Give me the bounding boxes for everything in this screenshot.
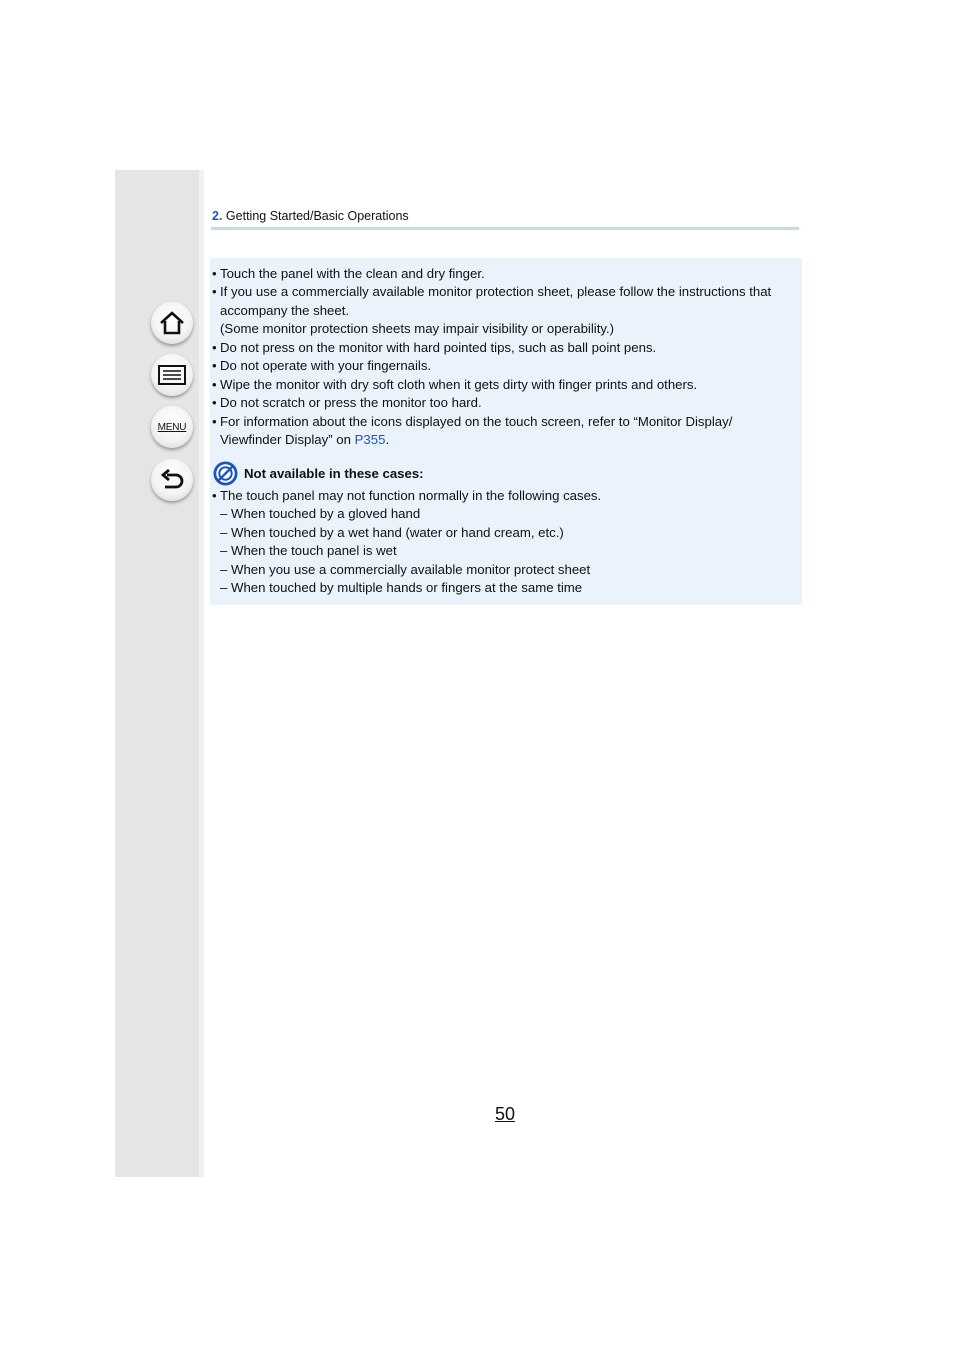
bullet: • (212, 395, 217, 410)
bullet: • (212, 414, 217, 429)
bullet: • (212, 488, 217, 503)
page-reference-link[interactable]: P355 (354, 432, 386, 447)
section-number: 2. (212, 209, 223, 223)
note-item-continued (220, 431, 389, 449)
note-item: Touch the panel with the clean and dry finger. (220, 266, 485, 281)
bullet: • (212, 284, 217, 299)
note-item: If you use a commercially available monitor protection sheet, please follow the instructions that (220, 284, 772, 299)
reference-period: . (385, 432, 390, 447)
home-icon (158, 310, 186, 336)
note-item: Do not operate with your fingernails. (220, 358, 432, 373)
sidebar-edge (199, 170, 204, 1177)
case-item: – When touched by a wet hand (water or hand cream, etc.) (220, 525, 564, 540)
note-item: For information about the icons displayed on the touch screen, refer to “Monitor Display/ (220, 414, 733, 429)
bullet: • (212, 358, 217, 373)
note-item-continued: (Some monitor protection sheets may impair visibility or operability.) (220, 321, 615, 336)
list-icon (157, 364, 187, 386)
case-item: – When you use a commercially available monitor protect sheet (220, 562, 591, 577)
section-header (212, 209, 409, 223)
back-button[interactable] (151, 459, 193, 501)
bullet: • (212, 266, 217, 281)
case-item: – When touched by multiple hands or fingers at the same time (220, 580, 583, 595)
note-item: Do not press on the monitor with hard pointed tips, such as ball point pens. (220, 340, 657, 355)
bullet: • (212, 340, 217, 355)
page-number: 50 (495, 1104, 516, 1124)
not-available-intro: The touch panel may not function normally in the following cases. (220, 488, 602, 503)
reference-text: Viewfinder Display” on (220, 432, 355, 447)
section-title: Getting Started/Basic Operations (225, 209, 409, 223)
note-item-continued: accompany the sheet. (220, 303, 350, 318)
menu-button[interactable] (151, 406, 193, 448)
note-item: Do not scratch or press the monitor too hard. (220, 395, 482, 410)
bullet: • (212, 377, 217, 392)
case-item: – When the touch panel is wet (220, 543, 397, 558)
home-button[interactable] (151, 302, 193, 344)
back-arrow-icon (158, 467, 186, 493)
not-available-title: Not available in these cases: (244, 466, 424, 481)
note-item: Wipe the monitor with dry soft cloth when it gets dirty with finger prints and others. (220, 377, 698, 392)
menu-label: MENU (157, 421, 187, 433)
case-item: – When touched by a gloved hand (220, 506, 421, 521)
not-available-icon (213, 461, 238, 486)
header-rule (211, 227, 799, 230)
contents-button[interactable] (151, 354, 193, 396)
